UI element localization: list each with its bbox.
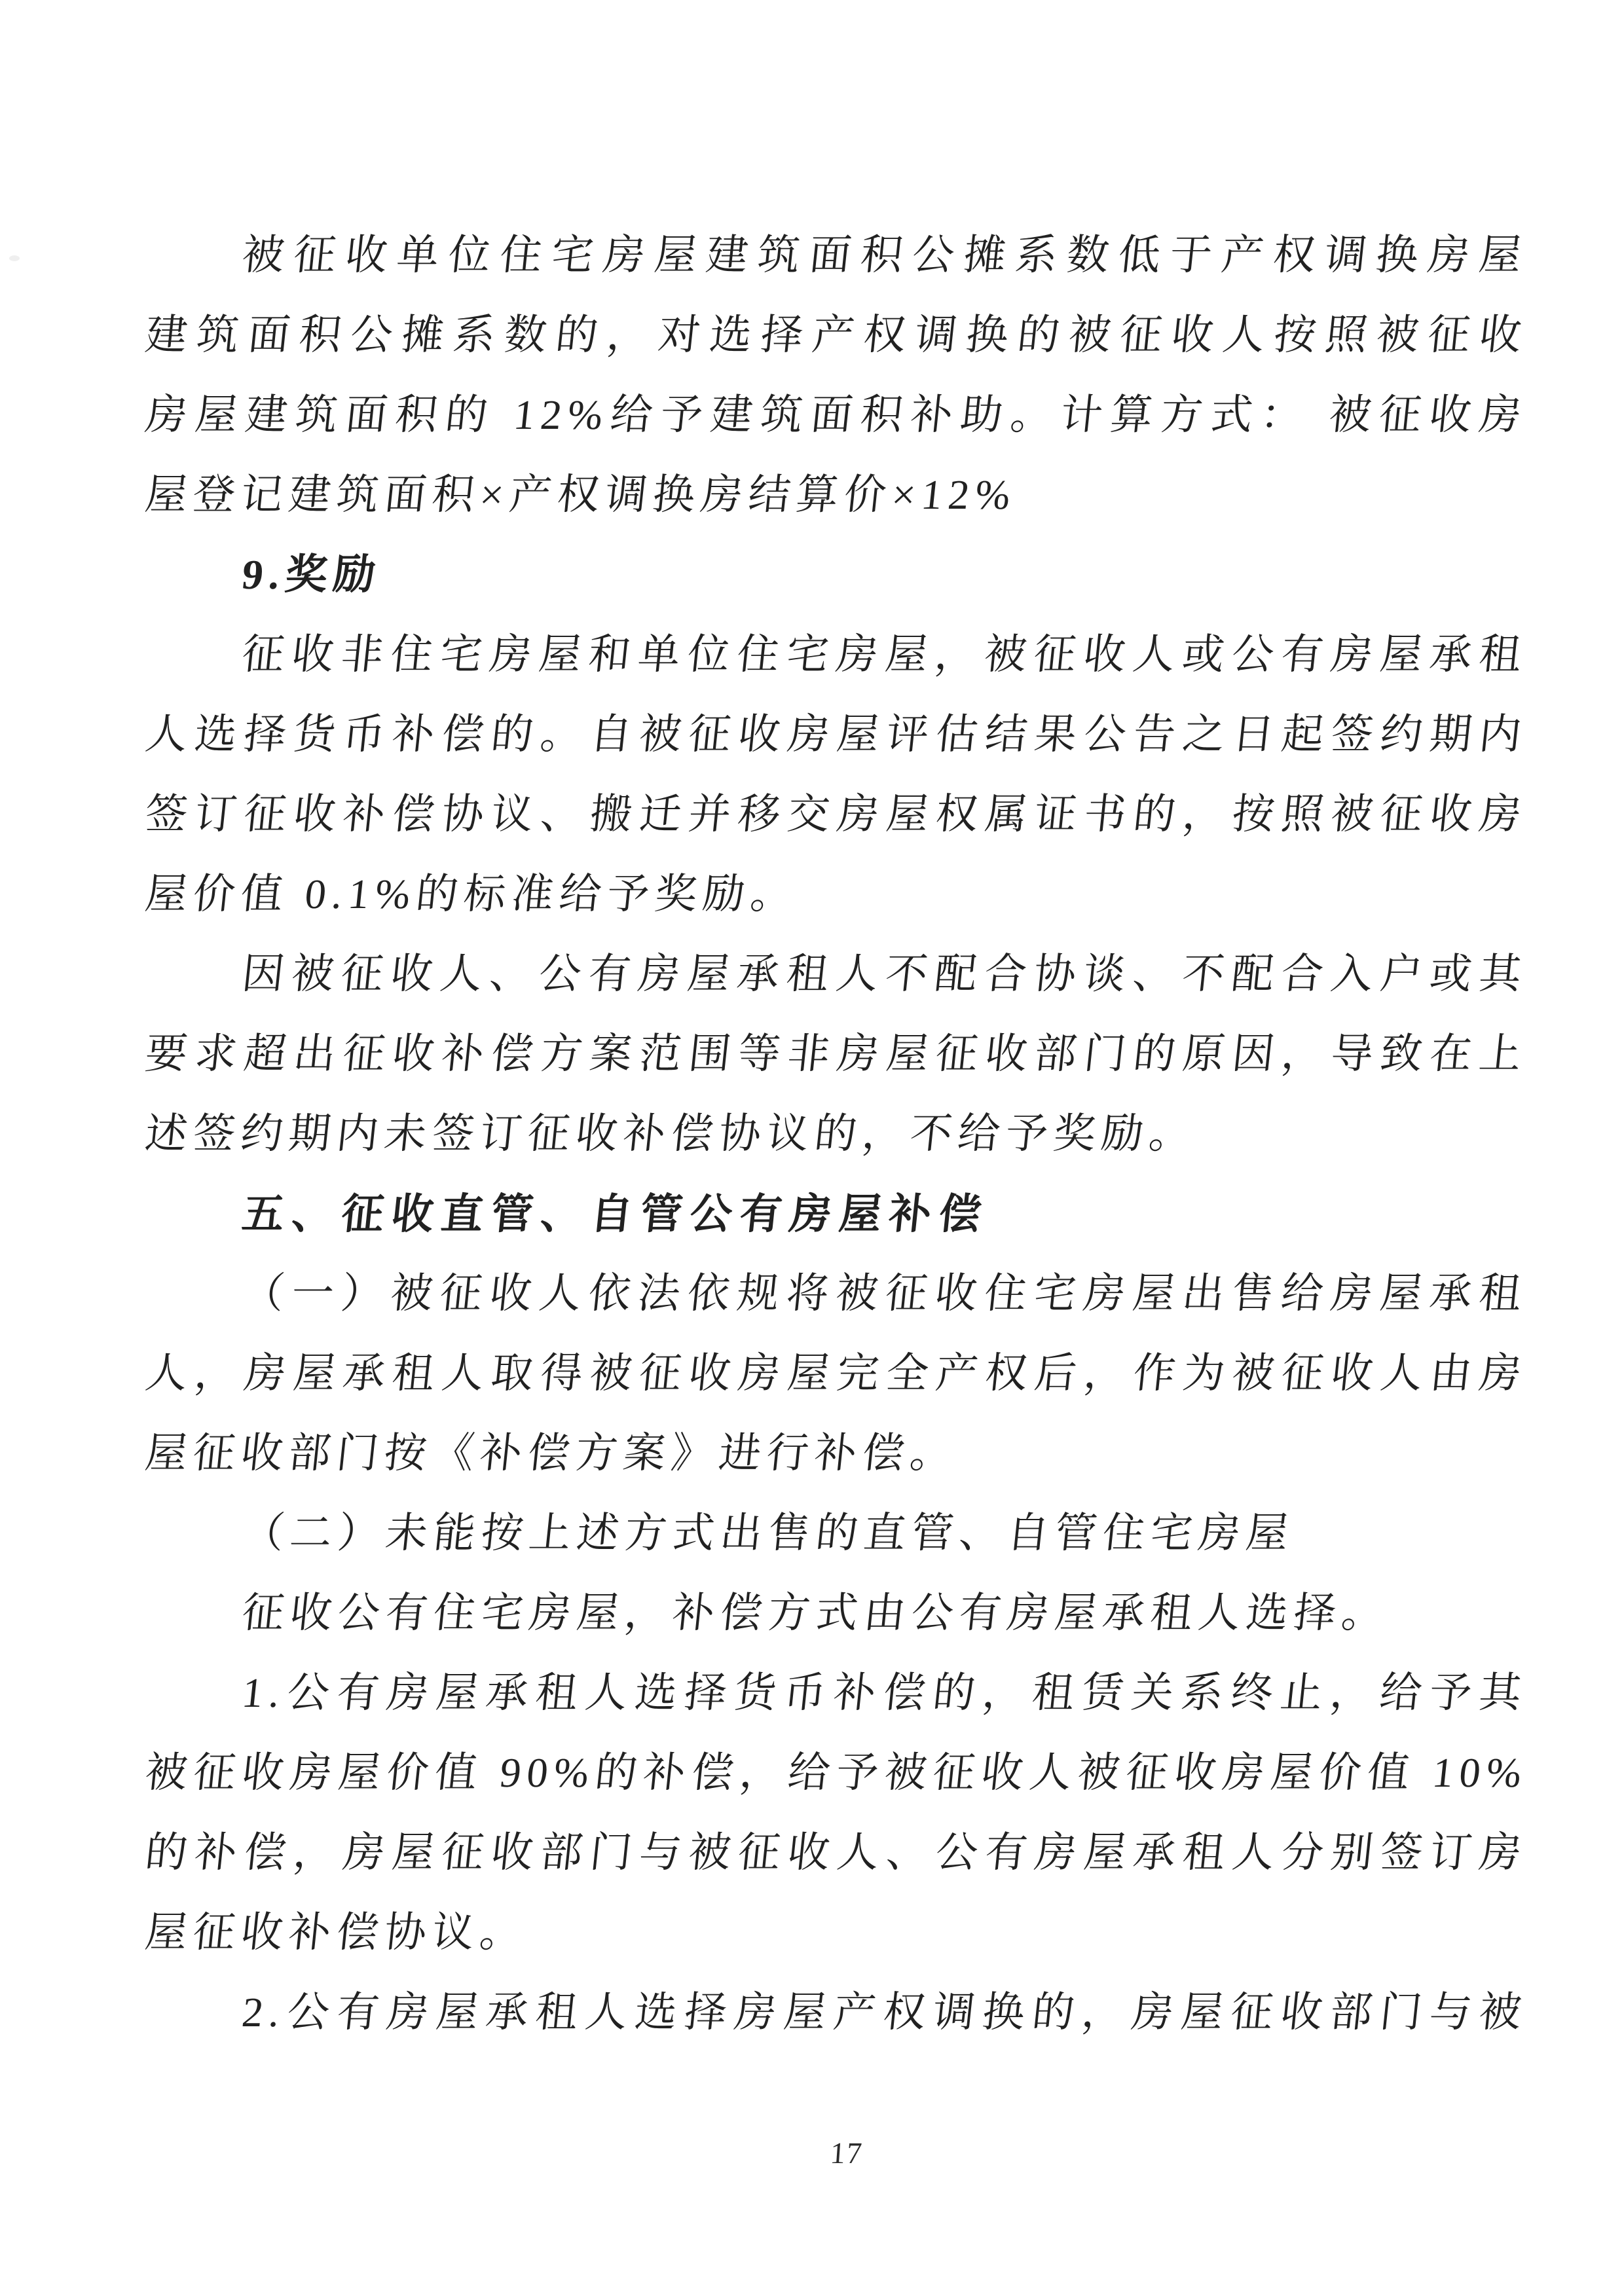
text-line: （二）未能按上述方式出售的直管、自管住宅房屋 bbox=[240, 1510, 1297, 1556]
text-line: 人，房屋承租人取得被征收房屋完全产权后，作为被征收人由房 bbox=[143, 1350, 1530, 1396]
text-line: 签订征收补偿协议、搬迁并移交房屋权属证书的，按照被征收房 bbox=[143, 791, 1530, 837]
text-line: 征收公有住宅房屋，补偿方式由公有房屋承租人选择。 bbox=[240, 1590, 1392, 1636]
text-line: 述签约期内未签订征收补偿协议的，不给予奖励。 bbox=[143, 1110, 1200, 1157]
text-line: 屋征收部门按《补偿方案》进行补偿。 bbox=[143, 1430, 961, 1476]
text-line: 屋价值 0.1%的标准给予奖励。 bbox=[143, 871, 802, 917]
text-line: 因被征收人、公有房屋承租人不配合协谈、不配合入户或其 bbox=[240, 951, 1530, 997]
text-line: 2.公有房屋承租人选择房屋产权调换的，房屋征收部门与被 bbox=[240, 1989, 1530, 2035]
text-line: 征收非住宅房屋和单位住宅房屋，被征收人或公有房屋承租 bbox=[240, 631, 1530, 678]
scan-speck bbox=[9, 255, 20, 261]
text-line: 1.公有房屋承租人选择货币补偿的，租赁关系终止，给予其 bbox=[240, 1669, 1530, 1716]
text-block bbox=[143, 215, 1530, 2052]
text-line: 的补偿，房屋征收部门与被征收人、公有房屋承租人分别签订房 bbox=[143, 1829, 1530, 1876]
text-line: 被征收房屋价值 90%的补偿，给予被征收人被征收房屋价值 10% bbox=[143, 1749, 1530, 1796]
text-line: （一）被征收人依法依规将被征收住宅房屋出售给房屋承租 bbox=[240, 1270, 1530, 1317]
heading-line: 9.奖励 bbox=[240, 551, 384, 598]
text-line: 屋登记建筑面积×产权调换房结算价×12% bbox=[143, 471, 1019, 518]
text-line: 人选择货币补偿的。自被征收房屋评估结果公告之日起签约期内 bbox=[143, 711, 1530, 757]
heading-line: 五、征收直管、自管公有房屋补偿 bbox=[240, 1190, 991, 1237]
text-line: 要求超出征收补偿方案范围等非房屋征收部门的原因，导致在上 bbox=[143, 1030, 1530, 1077]
text-line: 屋征收补偿协议。 bbox=[143, 1909, 530, 1956]
text-line: 建筑面积公摊系数的，对选择产权调换的被征收人按照被征收 bbox=[143, 312, 1530, 358]
page-number: 17 bbox=[829, 2136, 864, 2170]
text-line: 被征收单位住宅房屋建筑面积公摊系数低于产权调换房屋 bbox=[240, 232, 1530, 278]
text-line: 房屋建筑面积的 12%给予建筑面积补助。计算方式： 被征收房 bbox=[143, 392, 1530, 438]
